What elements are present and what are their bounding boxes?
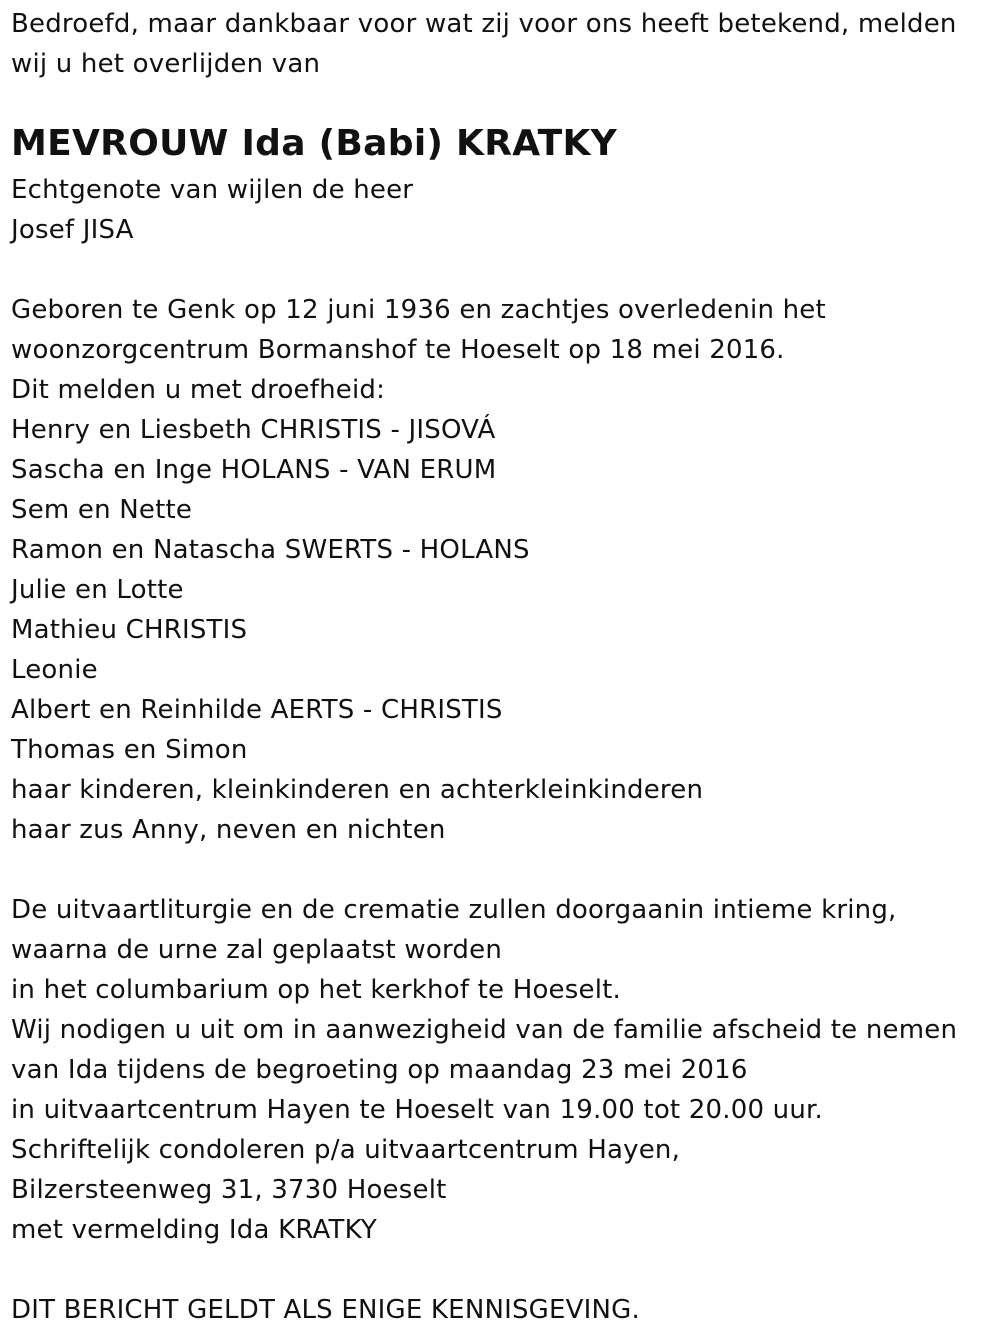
notice-statement: DIT BERICHT GELDT ALS ENIGE KENNISGEVING.: [11, 1295, 640, 1325]
birth-death-line: Geboren te Genk op 12 juni 1936 en zachtjes overledenin het: [11, 295, 826, 325]
family-member: Julie en Lotte: [11, 575, 184, 605]
ceremony-line: Bilzersteenweg 31, 3730 Hoeselt: [11, 1175, 447, 1205]
family-member: Henry en Liesbeth CHRISTIS - JISOVÁ: [11, 415, 496, 445]
deceased-name: MEVROUW Ida (Babi) KRATKY: [11, 123, 618, 164]
birth-death-info: [11, 290, 991, 410]
family-member: Sem en Nette: [11, 495, 193, 525]
family-member: Sascha en Inge HOLANS - VAN ERUM: [11, 455, 497, 485]
spacer: [11, 850, 991, 890]
intro-line: wij u het overlijden van: [11, 49, 321, 79]
family-member: Thomas en Simon: [11, 735, 248, 765]
mourners-intro: Dit melden u met droefheid:: [11, 375, 386, 405]
ceremony-line: in het columbarium op het kerkhof te Hoeselt.: [11, 975, 621, 1005]
ceremony-line: van Ida tijdens de begroeting op maandag 23 mei 2016: [11, 1055, 748, 1085]
intro-text: [11, 4, 991, 84]
family-member: Albert en Reinhilde AERTS - CHRISTIS: [11, 695, 503, 725]
ceremony-line: met vermelding Ida KRATKY: [11, 1215, 378, 1245]
spouse-name: Josef JISA: [11, 215, 134, 245]
ceremony-info: [11, 890, 991, 1250]
ceremony-line: De uitvaartliturgie en de crematie zullen doorgaanin intieme kring,: [11, 895, 897, 925]
family-member: Leonie: [11, 655, 98, 685]
family-member: haar zus Anny, neven en nichten: [11, 815, 446, 845]
spacer: [11, 1250, 991, 1290]
ceremony-line: Wij nodigen u uit om in aanwezigheid van de familie afscheid te nemen: [11, 1015, 958, 1045]
spacer: [11, 250, 991, 290]
ceremony-line: in uitvaartcentrum Hayen te Hoeselt van 19.00 tot 20.00 uur.: [11, 1095, 824, 1125]
family-member: Ramon en Natascha SWERTS - HOLANS: [11, 535, 530, 565]
ceremony-line: waarna de urne zal geplaatst worden: [11, 935, 502, 965]
family-member: haar kinderen, kleinkinderen en achterkleinkinderen: [11, 775, 704, 805]
family-member: Mathieu CHRISTIS: [11, 615, 248, 645]
family-list: [11, 410, 991, 850]
spouse-line: Echtgenote van wijlen de heer: [11, 175, 414, 205]
ceremony-line: Schriftelijk condoleren p/a uitvaartcentrum Hayen,: [11, 1135, 681, 1165]
intro-line: Bedroefd, maar dankbaar voor wat zij voor ons heeft betekend, melden: [11, 9, 957, 39]
birth-death-line: woonzorgcentrum Bormanshof te Hoeselt op 18 mei 2016.: [11, 335, 785, 365]
obituary-notice: [11, 4, 991, 1330]
spouse-info: [11, 170, 991, 250]
